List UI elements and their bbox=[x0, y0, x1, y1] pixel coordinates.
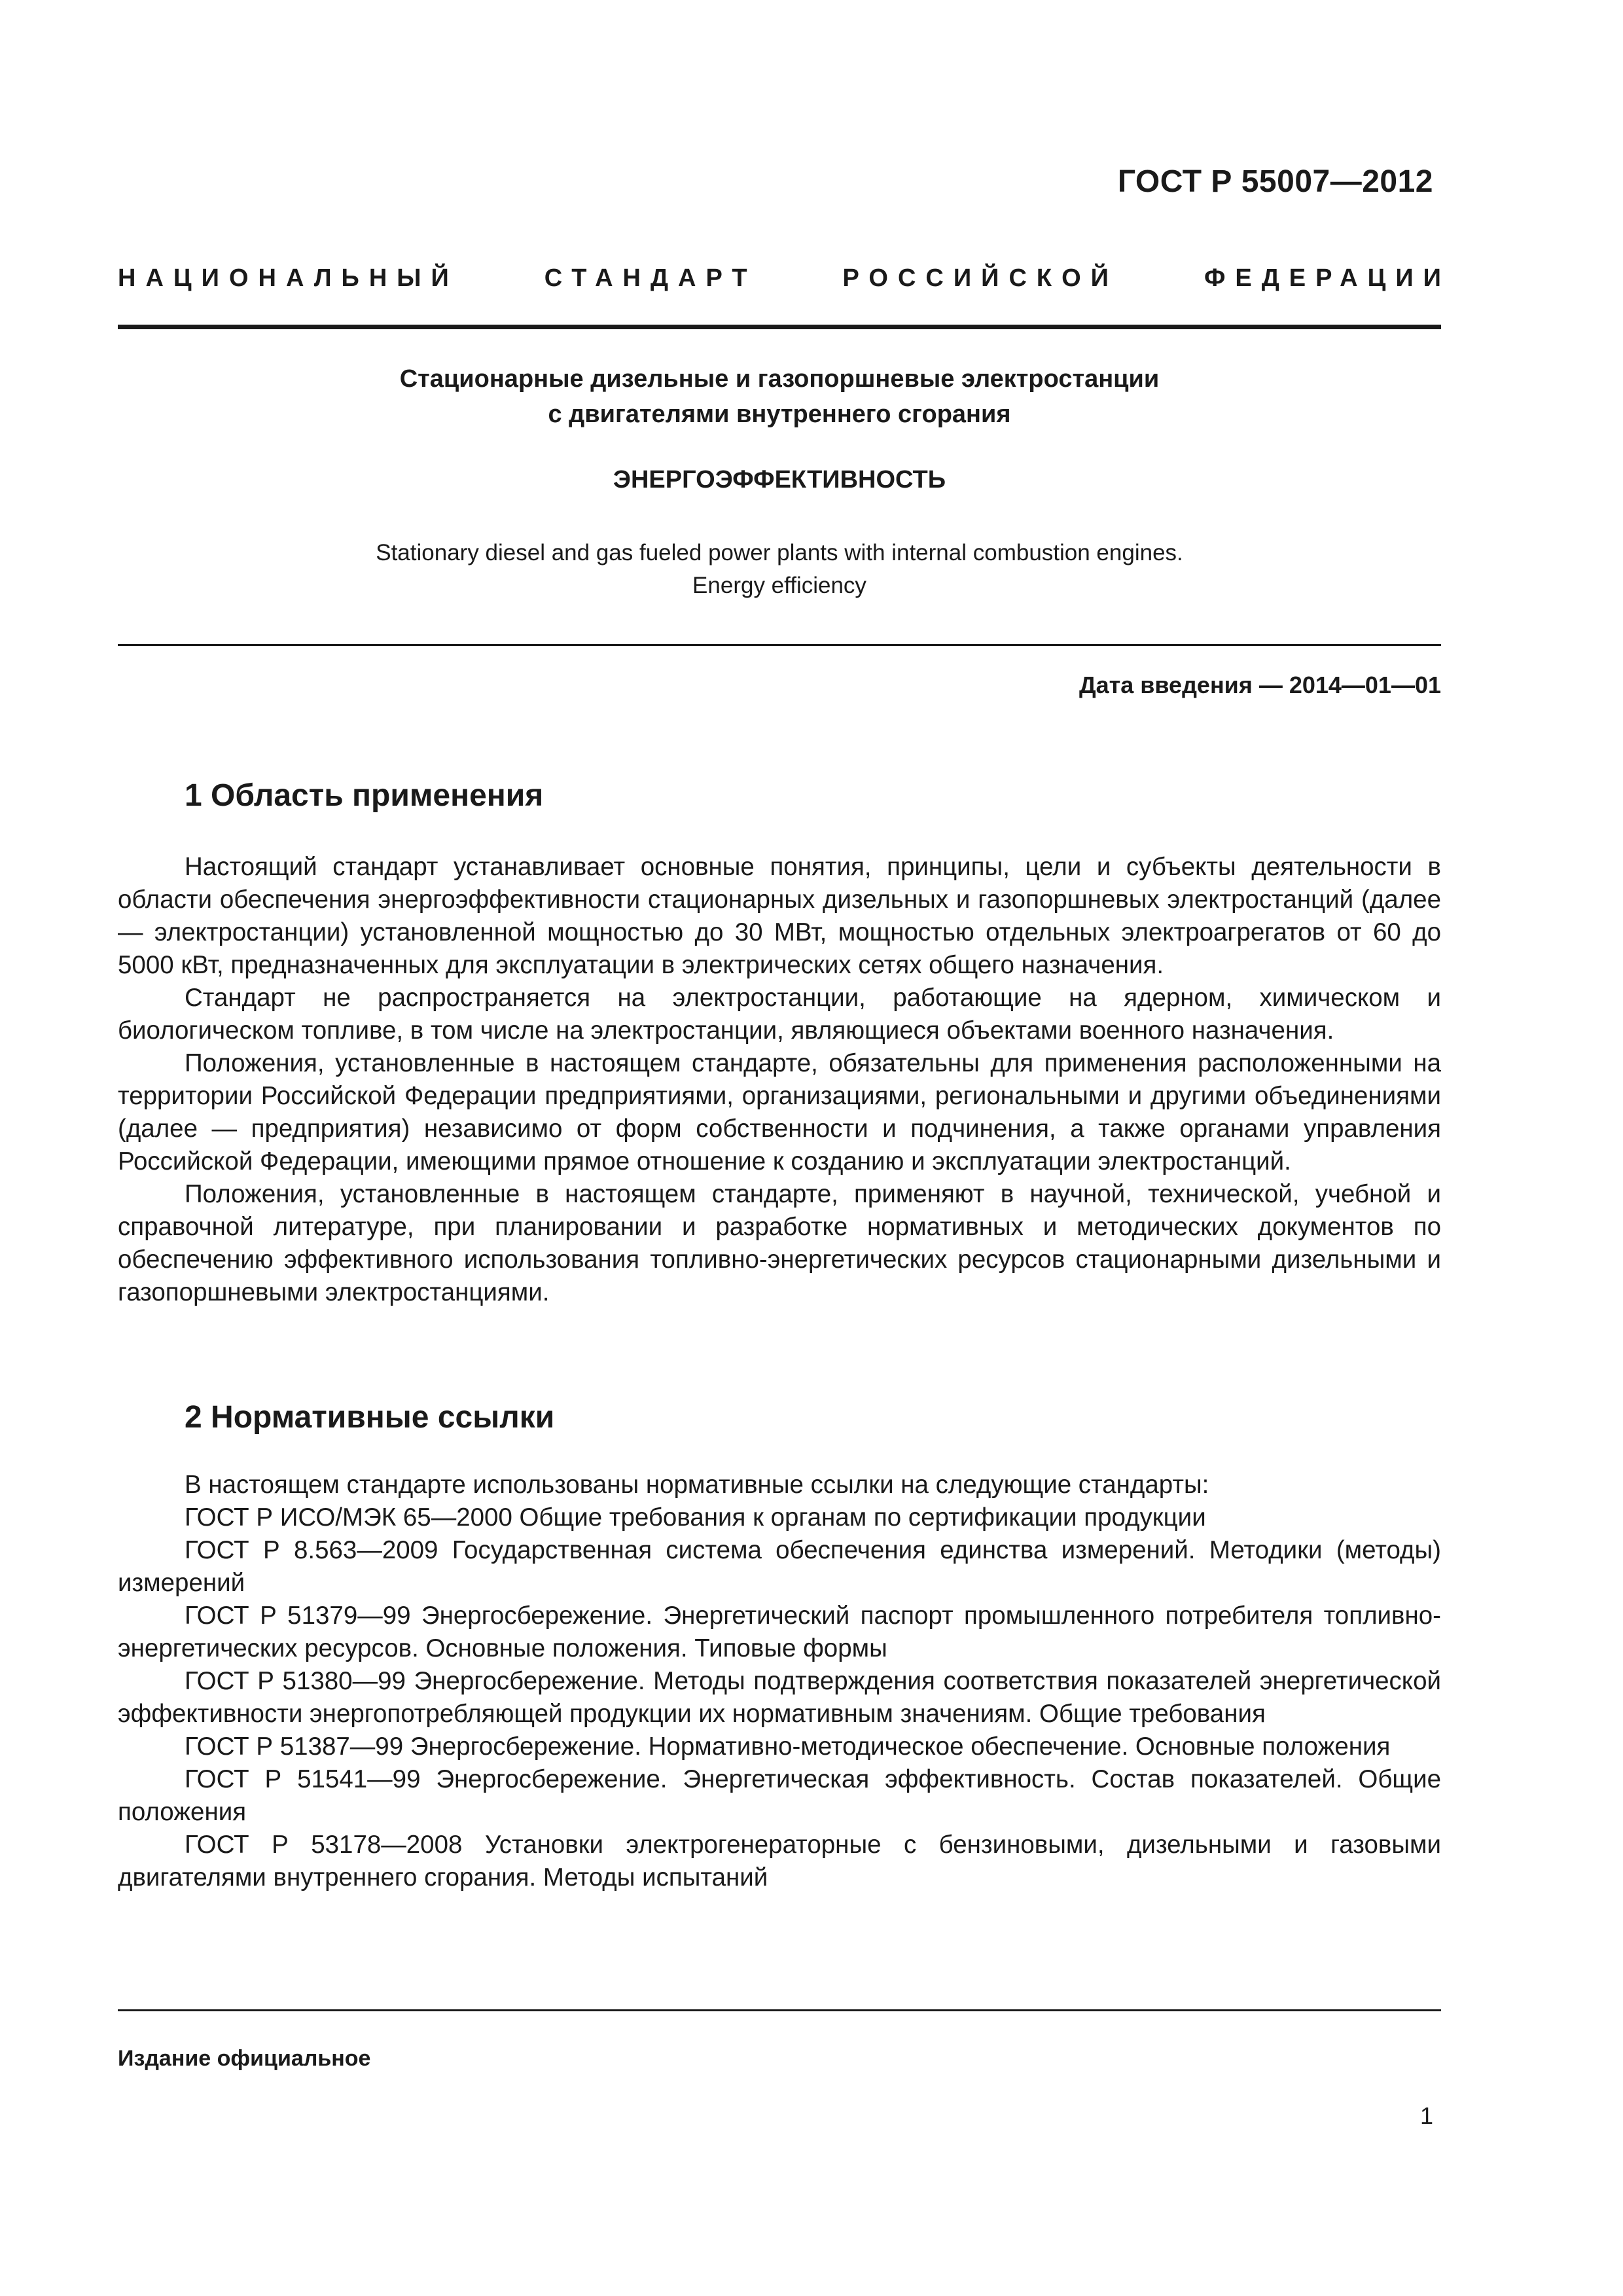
document-number: ГОСТ Р 55007—2012 bbox=[1117, 164, 1433, 199]
paragraph: Настоящий стандарт устанавливает основные понятия, принципы, цели и субъекты деятельности в области обеспечения энергоэффективности стационарных дизельных и газопоршневых электростанций (далее — электростанции) установленной мощностью до 30 МВт, мощностью отдельных электроагрегатов от 60 до 5000 кВт, предназначенных для эксплуатации в электрических сетях общего назначения. bbox=[118, 853, 1441, 979]
banner-word: РОССИЙСКОЙ bbox=[842, 264, 1118, 292]
section-2-heading: 2 Нормативные ссылки bbox=[185, 1400, 555, 1435]
reference-item: ГОСТ Р 51387—99 Энергосбережение. Нормативно-методическое обеспечение. Основные положения bbox=[185, 1732, 1391, 1761]
title-line: Stationary diesel and gas fueled power plants with internal combustion engines. bbox=[376, 540, 1183, 565]
paragraph: Положения, установленные в настоящем стандарте, применяют в научной, технической, учебной и справочной литературе, при планировании и разработке нормативных и методических документов по обеспечению эффективного использования топливно-энергетических ресурсов стационарными дизельными и газопоршневыми электростанциями. bbox=[118, 1180, 1441, 1306]
section-1-heading: 1 Область применения bbox=[185, 778, 544, 813]
reference-item: ГОСТ Р 8.563—2009 Государственная система обеспечения единства измерений. Методики (методы) измерений bbox=[118, 1536, 1441, 1597]
reference-item: ГОСТ Р 53178—2008 Установки электрогенераторные с бензиновыми, дизельными и газовыми двигателями внутреннего сгорания. Методы испытаний bbox=[118, 1831, 1441, 1892]
document-title-ru bbox=[118, 361, 1441, 432]
paragraph: В настоящем стандарте использованы нормативные ссылки на следующие стандарты: bbox=[185, 1471, 1209, 1499]
page-number: 1 bbox=[1419, 2102, 1433, 2129]
paragraph: Положения, установленные в настоящем стандарте, обязательны для применения расположенными на территории Российской Федерации предприятиями, организациями, региональными и другими объединениями (далее — предприятия) независимо от форм собственности и подчинения, а также органами управления Российской Федерации, имеющими прямое отношение к созданию и эксплуатации электростанций. bbox=[118, 1049, 1441, 1175]
reference-item: ГОСТ Р ИСО/МЭК 65—2000 Общие требования к органам по сертификации продукции bbox=[185, 1503, 1206, 1532]
banner-word: ФЕДЕРАЦИИ bbox=[1204, 264, 1451, 292]
national-standard-banner bbox=[118, 264, 1451, 293]
reference-item: ГОСТ Р 51379—99 Энергосбережение. Энергетический паспорт промышленного потребителя топливно-энергетических ресурсов. Основные положения. Типовые формы bbox=[118, 1602, 1441, 1662]
header-divider bbox=[118, 325, 1441, 329]
document-subtitle-ru: ЭНЕРГОЭФФЕКТИВНОСТЬ bbox=[613, 466, 946, 493]
section-2-body bbox=[118, 1469, 1441, 1894]
introduction-date: Дата введения — 2014—01—01 bbox=[1079, 672, 1441, 698]
paragraph: Стандарт не распространяется на электростанции, работающие на ядерном, химическом и биологическом топливе, в том числе на электростанции, являющиеся объектами военного назначения. bbox=[118, 984, 1441, 1045]
footer-divider bbox=[118, 2009, 1441, 2011]
reference-item: ГОСТ Р 51380—99 Энергосбережение. Методы подтверждения соответствия показателей энергетической эффективности энергопотребляющей продукции их нормативным значениям. Общие требования bbox=[118, 1667, 1441, 1728]
title-line: Energy efficiency bbox=[692, 573, 866, 598]
banner-word: СТАНДАРТ bbox=[544, 264, 757, 292]
title-line: Стационарные дизельные и газопоршневые электростанции bbox=[399, 365, 1160, 393]
document-title-en bbox=[118, 537, 1441, 602]
title-divider bbox=[118, 644, 1441, 646]
section-1-body bbox=[118, 851, 1441, 1309]
banner-word: НАЦИОНАЛЬНЫЙ bbox=[118, 264, 459, 292]
reference-item: ГОСТ Р 51541—99 Энергосбережение. Энергетическая эффективность. Состав показателей. Общие положения bbox=[118, 1765, 1441, 1826]
title-line: с двигателями внутреннего сгорания bbox=[548, 401, 1011, 428]
official-edition-label: Издание официальное bbox=[118, 2046, 371, 2071]
